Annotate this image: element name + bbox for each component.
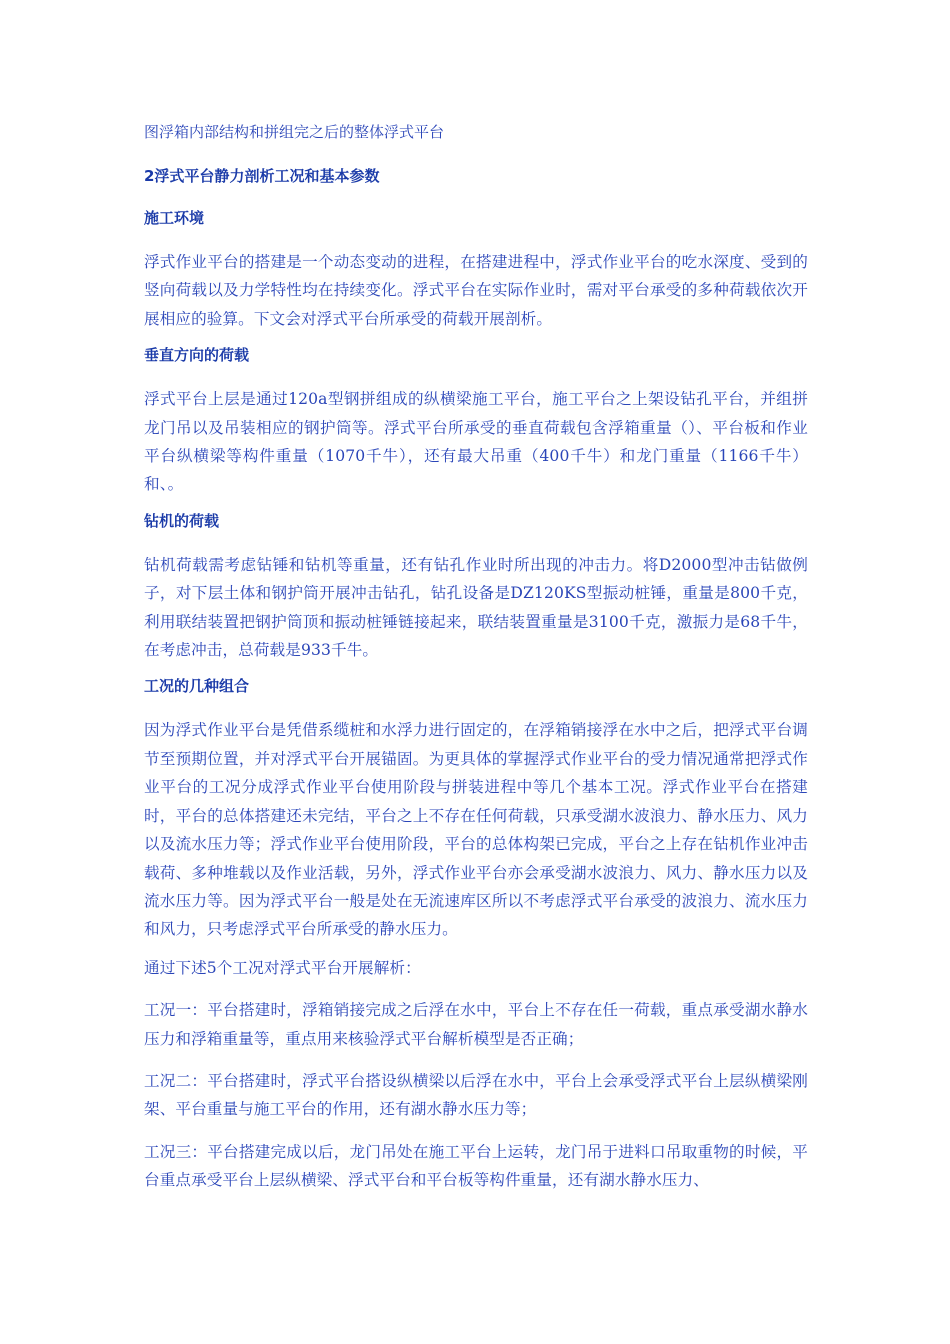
section-heading-load-combinations: 工况的几种组合: [144, 677, 250, 696]
paragraph-vertical-load: 浮式平台上层是通过120a型钢拼组成的纵横梁施工平台，施工平台之上架设钻孔平台，并组拼龙门吊以及吊装相应的钢护筒等。浮式平台所承受的垂直荷载包含浮箱重量（）、平台板和作业平台纵横梁等构件重量（1070千牛），还有最大吊重（400千牛）和龙门重量（1166千牛）和、。: [144, 390, 808, 494]
paragraph-cases-intro: 通过下述5个工况对浮式平台开展解析：: [144, 958, 421, 977]
paragraph-load-combinations: 因为浮式作业平台是凭借系缆桩和水浮力进行固定的，在浮箱销接浮在水中之后，把浮式平台调节至预期位置，并对浮式平台开展锚固。为更具体的掌握浮式作业平台的受力情况通常把浮式作业平台的工况分成浮式作业平台使用阶段与拼装进程中等几个基本工况。浮式作业平台在搭建时，平台的总体搭建还未完结，平台之上不存在任何荷载，只承受湖水波浪力、静水压力、风力以及流水压力等；浮式作业平台使用阶段，平台的总体构架已完成，平台之上存在钻机作业冲击载荷、多种堆载以及作业活载，另外，浮式作业平台亦会承受湖水波浪力、风力、静水压力以及流水压力等。因为浮式平台一般是处在无流速库区所以不考虑浮式平台承受的波浪力、流水压力和风力，只考虑浮式平台所承受的静水压力。: [144, 721, 808, 939]
paragraph-drill-load: 钻机荷载需考虑钻锤和钻机等重量，还有钻孔作业时所出现的冲击力。将D2000型冲击钻做例子，对下层土体和钢护筒开展冲击钻孔，钻孔设备是DZ120KS型振动桩锤，重量是800千克，利用联结装置把钢护筒顶和振动桩锤链接起来，联结装置重量是3100千克，激振力是68千牛，在考虑冲击，总荷载是933千牛。: [144, 555, 808, 660]
section-heading-vertical-load: 垂直方向的荷载: [144, 346, 250, 365]
paragraph-case-1: 工况一：平台搭建时，浮箱销接完成之后浮在水中，平台上不存在任一荷载，重点承受湖水静水压力和浮箱重量等，重点用来核验浮式平台解析模型是否正确；: [144, 1001, 808, 1048]
paragraph-case-2: 工况二：平台搭建时，浮式平台搭设纵横梁以后浮在水中，平台上会承受浮式平台上层纵横梁刚架、平台重量与施工平台的作用，还有湖水静水压力等；: [144, 1071, 808, 1119]
paragraph-construction-environment: 浮式作业平台的搭建是一个动态变动的进程，在搭建进程中，浮式作业平台的吃水深度、受到的竖向荷载以及力学特性均在持续变化。浮式平台在实际作业时，需对平台承受的多种荷载依次开展相应的验算。下文会对浮式平台所承受的荷载开展剖析。: [144, 253, 808, 328]
figure-caption: 图浮箱内部结构和拼组完之后的整体浮式平台: [144, 123, 445, 141]
section-heading-drill-load: 钻机的荷载: [144, 511, 220, 530]
paragraph-case-3: 工况三：平台搭建完成以后，龙门吊处在施工平台上运转，龙门吊于进料口吊取重物的时候，平台重点承受平台上层纵横梁、浮式平台和平台板等构件重量，还有湖水静水压力、: [144, 1142, 808, 1190]
document-page: [144, 118, 808, 1205]
section-heading-construction-environment: 施工环境: [144, 209, 205, 227]
section-heading-static-analysis: 2浮式平台静力剖析工况和基本参数: [144, 167, 380, 185]
